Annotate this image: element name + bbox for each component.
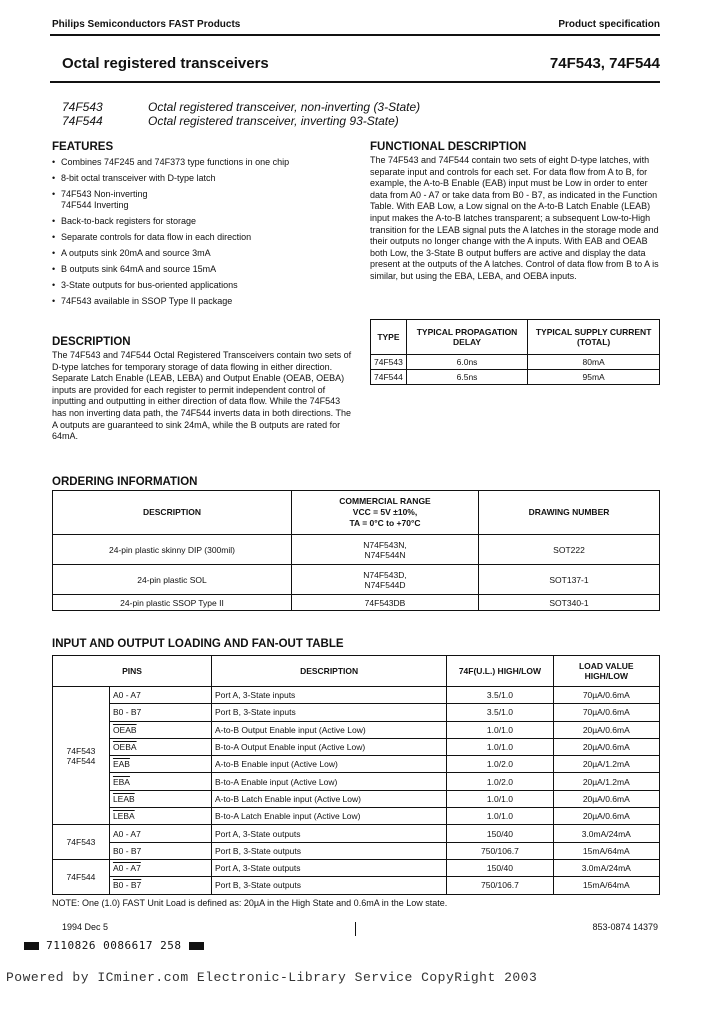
feature-item: • Combines 74F245 and 74F373 type functions in one chip: [52, 157, 352, 168]
io-table: [52, 655, 660, 895]
page-mark: [355, 922, 356, 936]
header-rule: [50, 34, 660, 36]
feature-item: • 8-bit octal transceiver with D-type latch: [52, 173, 352, 184]
feature-item: • B outputs sink 64mA and source 15mA: [52, 264, 352, 275]
subtitles: [62, 100, 420, 128]
pins-header: PINS: [53, 656, 212, 687]
features-section: [52, 141, 352, 312]
delay-col-header: TYPICAL PROPAGATION DELAY: [406, 320, 527, 355]
subtitle-line: 74F544 Octal registered transceiver, inverting 93-State): [62, 114, 399, 128]
description-heading: DESCRIPTION: [52, 336, 131, 348]
doc-date: 1994 Dec 5: [62, 922, 109, 932]
table-row: 74F543 A0 - A7 Port A, 3-State outputs 150/40 3.0mA/24mA: [53, 825, 660, 842]
current-col-header: TYPICAL SUPPLY CURRENT (TOTAL): [528, 320, 660, 355]
ordering-range-header: COMMERCIAL RANGE VCC = 5V ±10%, TA = 0°C to +70°C: [292, 491, 479, 535]
features-list: [52, 157, 352, 307]
table-row: $\overline{EBA}$ B-to-A Enable input (Active Low) 1.0/2.0 20µA/1.2mA: [53, 773, 660, 790]
feature-item: • 3-State outputs for bus-oriented applications: [52, 280, 352, 291]
ordering-drawing-header: DRAWING NUMBER: [479, 491, 660, 535]
table-row: B0 - B7 Port B, 3-State inputs 3.5/1.0 70µA/0.6mA: [53, 704, 660, 721]
description-section: [52, 336, 352, 443]
pin-group: 74F543: [53, 825, 110, 860]
page-title: Octal registered transceivers: [62, 55, 269, 72]
functional-description-section: [370, 141, 660, 283]
table-row: 74F544 6.5ns 95mA: [371, 370, 660, 385]
doc-number: 853-0874 14379: [592, 922, 658, 932]
table-row: 74F543 74F544 A0 - A7 Port A, 3-State inputs 3.5/1.0 70µA/0.6mA: [53, 687, 660, 704]
pin-group: 74F544: [53, 859, 110, 894]
functional-heading: FUNCTIONAL DESCRIPTION: [370, 141, 527, 153]
table-row: OEAB A-to-B Output Enable input (Active Low) 1.0/1.0 20µA/0.6mA: [53, 721, 660, 738]
feature-item: • 74F543 available in SSOP Type II package: [52, 296, 352, 307]
header-company: Philips Semiconductors FAST Products: [52, 19, 241, 30]
table-row: 24-pin plastic SOL N74F543D, N74F544D SOT137-1: [53, 565, 660, 595]
feature-item: • Back-to-back registers for storage: [52, 216, 352, 227]
title-rule: [50, 81, 660, 83]
desc-header: DESCRIPTION: [211, 656, 446, 687]
type-col-header: TYPE: [371, 320, 407, 355]
ul-header: 74F(U.L.) HIGH/LOW: [447, 656, 553, 687]
header-doc-type: Product specification: [558, 19, 660, 30]
footer-watermark: Powered by ICminer.com Electronic-Library Service CopyRight 2003: [6, 970, 538, 985]
load-note: NOTE: One (1.0) FAST Unit Load is defined as: 20µA in the High State and 0.6mA in the Low state.: [52, 898, 448, 908]
io-heading: INPUT AND OUTPUT LOADING AND FAN-OUT TABLE: [52, 638, 344, 650]
ordering-heading: ORDERING INFORMATION: [52, 476, 198, 488]
ordering-desc-header: DESCRIPTION: [53, 491, 292, 535]
table-row: 74F543 6.0ns 80mA: [371, 355, 660, 370]
table-row: 74F544 A0 - A7 Port A, 3-State outputs 150/40 3.0mA/24mA: [53, 859, 660, 876]
table-row: $\overline{EAB}$ A-to-B Enable input (Active Low) 1.0/2.0 20µA/1.2mA: [53, 756, 660, 773]
table-row: 24-pin plastic skinny DIP (300mil) N74F543N, N74F544N SOT222: [53, 535, 660, 565]
barcode-mark-icon: [189, 942, 204, 950]
table-row: 24-pin plastic SSOP Type II 74F543DB SOT340-1: [53, 595, 660, 611]
table-row: OEBA B-to-A Output Enable input (Active Low) 1.0/1.0 20µA/0.6mA: [53, 738, 660, 755]
table-row: LEBA B-to-A Latch Enable input (Active Low) 1.0/1.0 20µA/0.6mA: [53, 808, 660, 825]
features-heading: FEATURES: [52, 141, 114, 153]
table-row: B0 - B7 Port B, 3-State outputs 750/106.7 15mA/64mA: [53, 842, 660, 859]
feature-item: • Separate controls for data flow in each direction: [52, 232, 352, 243]
description-text: The 74F543 and 74F544 Octal Registered Transceivers contain two sets of D-type latches for temporary storage of data flowing in either direction. Separate Latch Enable (LEAB, LEBA) and Output Enable (OEAB, OEBA) inputs are provided for each register to permit independent control of inputting and outputting in either direction of data flow. While the 74F543 has non inverting data path, the 74F544 inverts data in both directions. The A outputs are guaranteed to sink 24mA, while the B outputs are rated for 64mA.: [52, 350, 352, 442]
feature-item: • 74F543 Non-inverting 74F544 Inverting: [52, 189, 352, 211]
pin-group: 74F543 74F544: [53, 687, 110, 825]
table-row: LEAB A-to-B Latch Enable input (Active Low) 1.0/1.0 20µA/0.6mA: [53, 790, 660, 807]
ordering-table: [52, 490, 660, 611]
feature-item: • A outputs sink 20mA and source 3mA: [52, 248, 352, 259]
functional-text: The 74F543 and 74F544 contain two sets of eight D-type latches, with separate input and controls for each set. For data flow from A to B, for example, the A-to-B Enable (EAB) input must be Low in order to enter data from A0 - A7 or take data from B0 - B7, as indicated in the Function Table. With EAB Low, a Low signal on the A-to-B Latch Enable (LEAB) input makes the A-to-B latches transparent; a subsequent Low-to-High transition for the LEAB signal puts the A latches in the storage mode and their outputs no longer change with the A inputs. With EAB and OEAB both Low, the 3-State B output buffers are active and display the data present at the outputs of the A latches. Control of data flow from B to A is similar, but using the EBA, LEBA, and OEBA inputs.: [370, 155, 659, 281]
table-row: B0 - B7 Port B, 3-State outputs 750/106.7 15mA/64mA: [53, 877, 660, 894]
barcode-mark-icon: [24, 942, 39, 950]
type-table: [370, 319, 660, 385]
part-numbers: 74F543, 74F544: [549, 55, 660, 72]
subtitle-line: 74F543 Octal registered transceiver, non-inverting (3-State): [62, 100, 421, 114]
barcode: 7110826 0086617 258: [24, 939, 204, 952]
load-header: LOAD VALUE HIGH/LOW: [553, 656, 659, 687]
